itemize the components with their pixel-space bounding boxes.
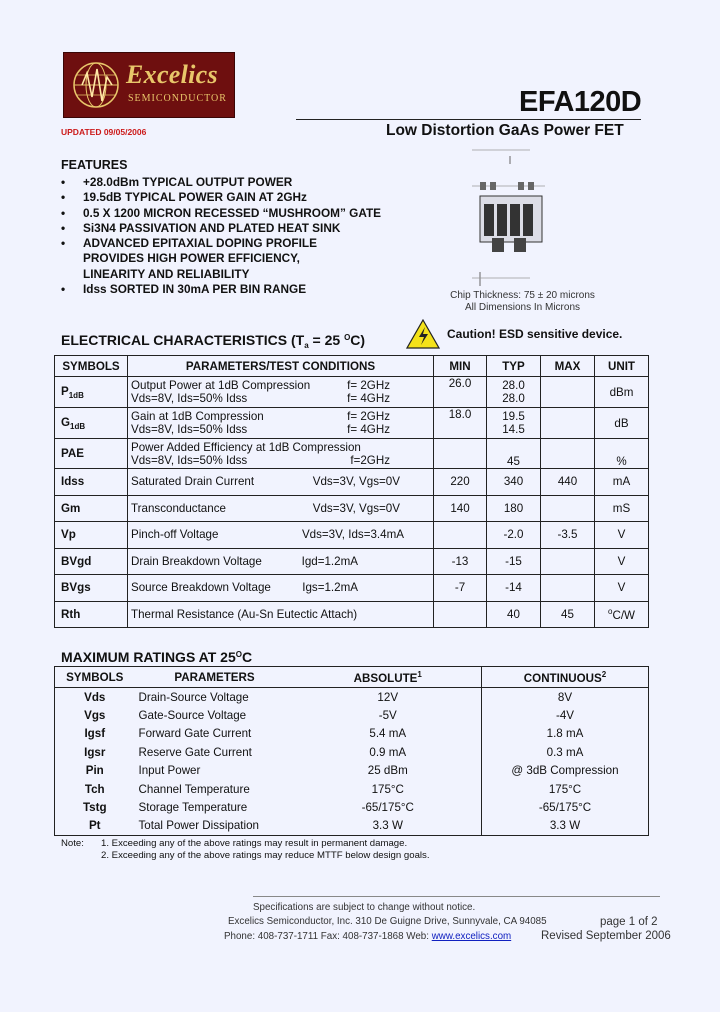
- list-item: • Si3N4 PASSIVATION AND PLATED HEAT SINK: [61, 220, 341, 235]
- table-row: BVgs Source Breakdown Voltage Igs=1.2mA -7 -14 V: [55, 575, 649, 602]
- table-row: Rth Thermal Resistance (Au-Sn Eutectic Attach) 40 45 $^o$C/W: [55, 601, 649, 628]
- chip-layout-drawing: [470, 146, 590, 286]
- table-row: PAE Power Added Efficiency at 1dB Compression Vds=8V, Ids=50% Idss f=2GHz 45 %: [55, 439, 649, 469]
- max-ratings-title: MAXIMUM RATINGS AT $25^OC$: [61, 649, 253, 665]
- table-row: Vgs Gate-Source Voltage -5V -4V: [55, 706, 649, 724]
- globe-logo-icon: [68, 57, 124, 113]
- list-item: • ADVANCED EPITAXIAL DOPING PROFILE: [61, 236, 317, 251]
- footer-rule: [253, 896, 660, 897]
- header-rule: [296, 119, 641, 120]
- esd-caution: Caution! ESD sensitive device.: [447, 327, 623, 341]
- table-row: Tstg Storage Temperature -65/175°C -65/175°C: [55, 798, 649, 816]
- features-list: [61, 175, 381, 297]
- notes: Note: 1. Exceeding any of the above ratings may result in permanent damage. 2. Exceeding any of the above ratings may reduce MTTF below design goals.: [61, 838, 430, 861]
- esd-warning-icon: [406, 319, 440, 349]
- electrical-table: [54, 355, 649, 628]
- logo-subtitle: SEMICONDUCTOR: [128, 93, 227, 104]
- product-subtitle: Low Distortion GaAs Power FET: [386, 122, 624, 139]
- list-item: LINEARITY AND RELIABILITY: [83, 266, 250, 281]
- logo-name: Excelics: [126, 60, 218, 89]
- table-row: Idss Saturated Drain Current Vds=3V, Vgs=0V 220 340 440 mA: [55, 469, 649, 496]
- list-item: • 19.5dB TYPICAL POWER GAIN AT 2GHz: [61, 190, 307, 205]
- table-header-row: SYMBOLS PARAMETERS/TEST CONDITIONS MIN TYP MAX UNIT: [55, 356, 649, 377]
- table-row: Pt Total Power Dissipation 3.3 W 3.3 W: [55, 817, 649, 836]
- company-logo: [63, 52, 235, 118]
- table-row: Vp Pinch-off Voltage Vds=3V, Ids=3.4mA -2.0 -3.5 V: [55, 522, 649, 549]
- list-item: • 0.5 X 1200 MICRON RECESSED “MUSHROOM” GATE: [61, 205, 382, 220]
- table-row: Gm Transconductance Vds=3V, Vgs=0V 140 180 mS: [55, 495, 649, 522]
- table-row: Igsf Forward Gate Current 5.4 mA 1.8 mA: [55, 725, 649, 743]
- list-item: • +28.0dBm TYPICAL OUTPUT POWER: [61, 175, 293, 189]
- chip-caption: Chip Thickness: 75 ± 20 microns All Dimensions In Microns: [450, 290, 595, 313]
- part-number: EFA120D: [519, 86, 642, 118]
- electrical-title: ELECTRICAL CHARACTERISTICS ($T_a = 25$ $^O$C): [61, 332, 366, 350]
- max-ratings-table: [54, 666, 649, 836]
- table-row: $P_{1dB}$ Output Power at 1dB Compression f= 2GHz Vds=8V, Ids=50% Idss f= 4GHz 26.0 28.0 28.0 dBm: [55, 377, 649, 408]
- revision-date: Revised September 2006: [541, 930, 671, 942]
- footer-address: Excelics Semiconductor, Inc. 310 De Guigne Drive, Sunnyvale, CA 94085: [228, 916, 547, 927]
- updated-date: UPDATED 09/05/2006: [61, 127, 147, 137]
- website-link[interactable]: www.excelics.com: [431, 931, 512, 942]
- table-row: $G_{1dB}$ Gain at 1dB Compression f= 2GHz Vds=8V, Ids=50% Idss f= 4GHz 18.0 19.5 14.5 dB: [55, 408, 649, 439]
- list-item: PROVIDES HIGH POWER EFFICIENCY,: [83, 251, 300, 266]
- footer-contact: Phone: 408-737-1711 Fax: 408-737-1868 Web: www.excelics.com: [224, 931, 512, 942]
- table-row: BVgd Drain Breakdown Voltage Igd=1.2mA -13 -15 V: [55, 548, 649, 575]
- table-header-row: SYMBOLS PARAMETERS ABSOLUTE$^1$ CONTINUOUS$^2$: [55, 667, 649, 688]
- features-title: FEATURES: [61, 158, 128, 172]
- table-row: Vds Drain-Source Voltage 12V 8V: [55, 688, 649, 707]
- table-row: Igsr Reserve Gate Current 0.9 mA 0.3 mA: [55, 743, 649, 761]
- footer-disclaimer: Specifications are subject to change without notice.: [253, 902, 476, 913]
- page-number: page 1 of 2: [600, 916, 658, 928]
- table-row: Pin Input Power 25 dBm @ 3dB Compression: [55, 762, 649, 780]
- table-row: Tch Channel Temperature 175°C 175°C: [55, 780, 649, 798]
- list-item: • Idss SORTED IN 30mA PER BIN RANGE: [61, 282, 307, 297]
